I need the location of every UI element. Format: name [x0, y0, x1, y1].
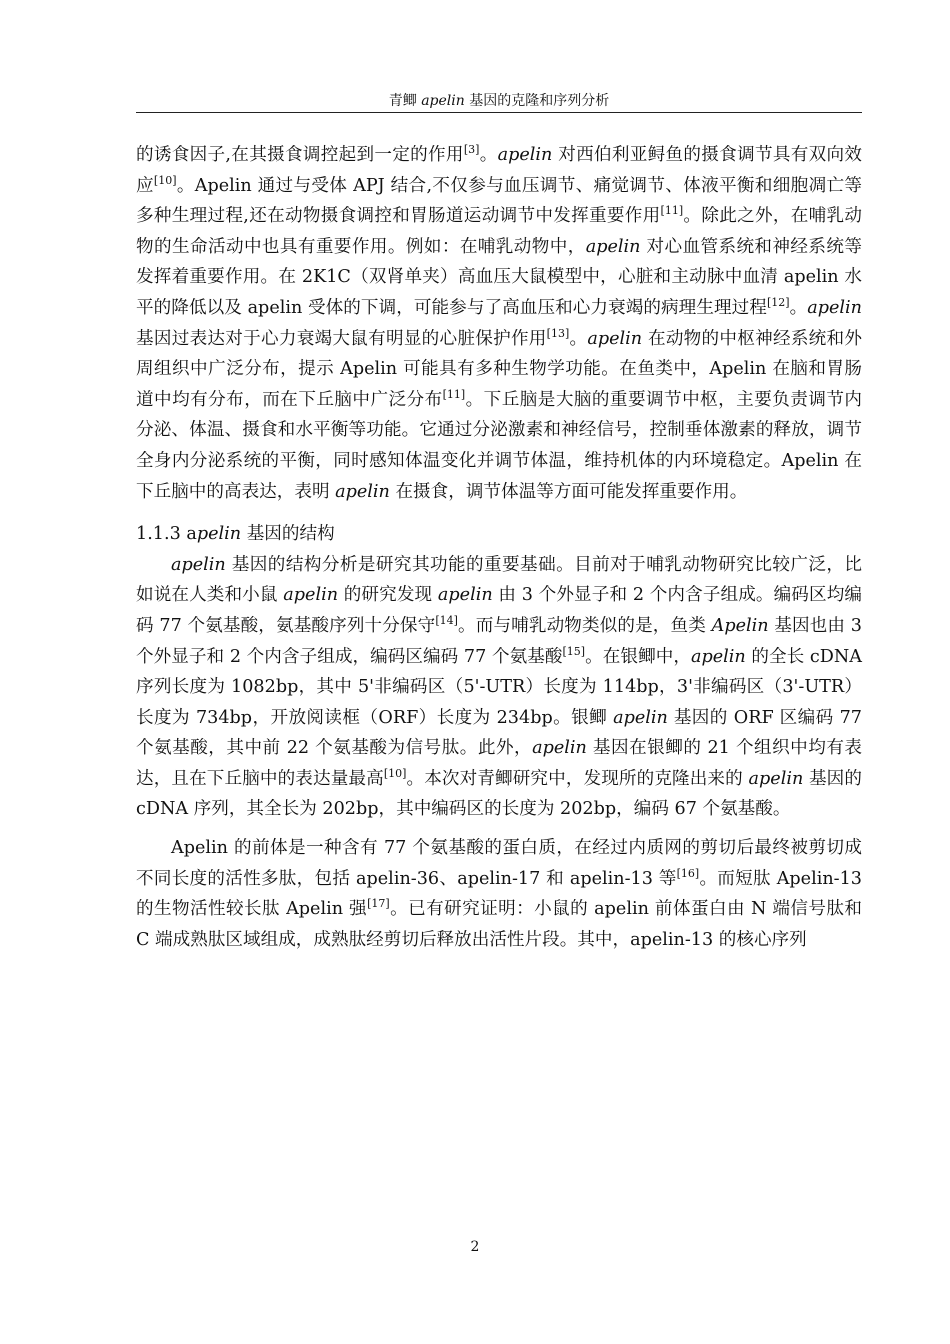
text-run: 基因过表达对于心力衰竭大鼠有明显的心脏保护作用 [136, 328, 547, 349]
paragraph-3 [136, 833, 862, 955]
text-run: 。而短肽 Apelin-13 的生物活性较长肽 Apelin 强 [136, 868, 862, 920]
text-run: 基因的结构分析是研究其功能的重要基础。目前对于哺乳动物研究比较广泛，比如说在人类和小鼠 [136, 554, 862, 606]
citation: [15] [562, 644, 586, 658]
text-run: 的研究发现 [338, 585, 438, 606]
text-run: 基因的 ORF 区编码 77 个氨基酸，其中前 22 个氨基酸为信号肽。此外， [136, 707, 862, 759]
section-heading [136, 519, 862, 550]
header-text-post: 基因的克隆和序列分析 [464, 93, 610, 109]
gene-name: apelin [807, 297, 862, 318]
citation: [14] [435, 614, 458, 628]
gene-name: apelin [171, 554, 226, 575]
gene-name: apelin [690, 646, 746, 667]
citation: [10] [383, 767, 407, 781]
text-run: 基因也由 3 个外显子和 2 个内含子组成，编码区编码 77 个氨基酸 [136, 615, 862, 667]
text-run: 。 [569, 328, 588, 349]
paragraph-1 [136, 140, 862, 507]
body-text [136, 140, 862, 955]
section-number: 1.1.3 a [136, 524, 197, 545]
text-run: 由 3 个外显子和 2 个内含子组成。编码区均编码 77 个氨基酸，氨基酸序列十分保守 [136, 585, 863, 636]
gene-name: apelin [532, 738, 587, 759]
text-run: 基因的 cDNA 序列，其全长为 202bp，其中编码区的长度为 202bp，编码 67 个氨基酸。 [136, 768, 862, 820]
text-run: 。而与哺乳动物类似的是，鱼类 [457, 615, 712, 636]
citation: [3] [463, 143, 480, 157]
gene-name: apelin [748, 768, 804, 789]
text-run: 。本次对青鲫研究中，发现所的克隆出来的 [406, 768, 749, 789]
gene-name: apelin [587, 328, 643, 349]
citation: [13] [546, 326, 570, 340]
gene-name: apelin [585, 236, 641, 257]
gene-name: apelin [437, 585, 493, 606]
text-run: 基因在银鲫的 21 个组织中均有表达，且在下丘脑中的表达量最高 [136, 738, 863, 789]
text-run: 在动物的中枢神经系统和外周组织中广泛分布，提示 Apelin 可能具有多种生物学功能。在鱼类中，Apelin 在脑和胃肠道中均有分布，而在下丘脑中广泛分布 [136, 328, 862, 410]
text-run: 。除此之外，在哺乳动物的生命活动中也具有重要作用。例如：在哺乳动物中， [136, 206, 862, 257]
citation: [11] [442, 387, 466, 401]
text-run: 对心血管系统和神经系统等发挥着重要作用。在 2K1C（双肾单夹）高血压大鼠模型中，心脏和主动脉中血清 apelin 水平的降低以及 apelin 受体的下调，可能参与了高血压和心力衰竭的病理生理过程 [136, 236, 862, 318]
text-run: 。在银鲫中， [585, 646, 691, 667]
running-header [136, 92, 862, 110]
text-run: 的全长 cDNA 序列长度为 1082bp，其中 5'非编码区（5'-UTR）长度为 114bp，3'非编码区（3'-UTR）长度为 734bp，开放阅读框（ORF）长度为 234bp。银鲫 [136, 646, 862, 728]
text-run: 的诱食因子,在其摄食调控起到一定的作用 [136, 145, 464, 165]
citation: [17] [367, 897, 390, 911]
section-title: 基因的结构 [241, 524, 335, 545]
text-run: 。 [789, 297, 808, 318]
text-run: 。Apelin 通过与受体 APJ 结合,不仅参与血压调节、痛觉调节、体液平衡和细胞凋亡等多种生理过程,还在动物摄食调控和胃肠道运动调节中发挥重要作用 [136, 175, 862, 227]
section-gene-name: pelin [196, 524, 242, 545]
gene-name: Apelin [711, 615, 769, 636]
header-text-pre: 青鲫 [388, 93, 422, 109]
citation: [12] [766, 296, 790, 310]
paragraph-2 [136, 550, 862, 825]
text-run: Apelin 的前体是一种含有 77 个氨基酸的蛋白质，在经过内质网的剪切后最终被剪切成不同长度的活性多肽，包括 apelin-36、apelin-17 和 apelin-13 等 [136, 838, 862, 889]
text-run: 在摄食，调节体温等方面可能发挥重要作用。 [389, 481, 748, 502]
citation: [10] [153, 173, 177, 187]
text-run: 。已有研究证明：小鼠的 apelin 前体蛋白由 N 端信号肽和 C 端成熟肽区域组成，成熟肽经剪切后释放出活性片段。其中，apelin-13 的核心序列 [136, 899, 863, 950]
text-run: 。 [479, 145, 498, 165]
gene-name: apelin [335, 481, 390, 502]
header-gene-name: apelin [421, 93, 465, 109]
citation: [11] [660, 204, 684, 218]
gene-name: apelin [497, 145, 553, 165]
citation: [16] [676, 866, 700, 880]
gene-name: apelin [613, 707, 668, 728]
page-number: 2 [470, 1239, 480, 1255]
text-run: 。下丘脑是大脑的重要调节中枢，主要负责调节内分泌、体温、摄食和水平衡等功能。它通过分泌激素和神经信号，控制垂体激素的释放，调节全身内分泌系统的平衡，同时感知体温变化并调节体温，维持机体的内环境稳定。Apelin 在下丘脑中的高表达，表明 [136, 389, 862, 502]
text-run: 对西伯利亚鲟鱼的摄食调节具有双向效应 [136, 145, 862, 196]
gene-name: apelin [283, 585, 339, 606]
header-rule [136, 112, 862, 113]
